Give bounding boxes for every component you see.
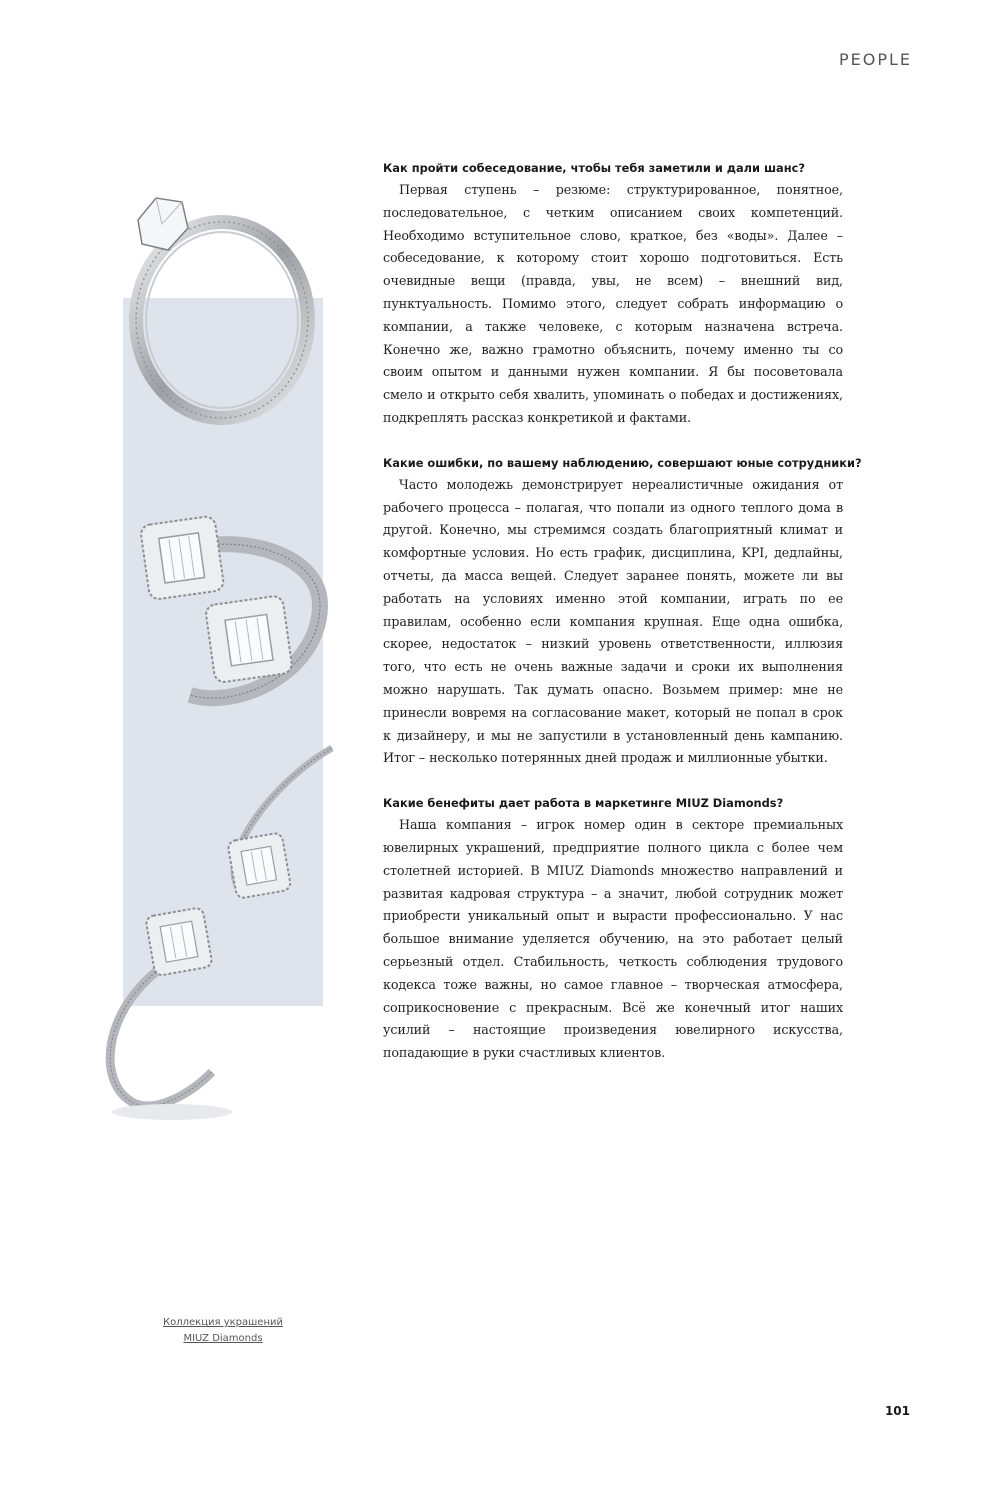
image-caption xyxy=(150,1315,296,1347)
qa-section xyxy=(383,793,843,1065)
caption-line: MIUZ Diamonds xyxy=(183,1333,263,1344)
answer-paragraph: Первая ступень – резюме: структурированное, понятное, последовательное, с четким описанием своих компетенций. Необходимо вступительное слово, краткое, без «воды». Далее – собеседование, к которому стоит хорошо подготовиться. Есть очевидные вещи (правда, увы, не всем) – внешний вид, пунктуальность. Помимо этого, следует собрать информацию о компании, а также человеке, с которым назначена встреча. Конечно же, важно грамотно объяснить, почему именно ты со своим опытом и данными нужен компании. Я бы посоветовала смело и открыто себя хвалить, упоминать о победах и достижениях, подкреплять рассказ конкретикой и фактами. xyxy=(383,182,843,425)
interview-article xyxy=(383,158,862,1088)
page-number: 101 xyxy=(884,1404,910,1418)
section-label: PEOPLE xyxy=(838,50,912,69)
caption-line: Коллекция украшений xyxy=(163,1317,283,1328)
cuff-bracelet-icon xyxy=(92,742,342,1127)
qa-section xyxy=(383,158,843,430)
answer-paragraph: Часто молодежь демонстрирует нереалистичные ожидания от рабочего процесса – полагая, что попали из одного теплого дома в другой. Конечно, мы стремимся создать благоприятный климат и комфортные условия. Но есть график, дисциплина, KPI, дедлайны, отчеты, да масса вещей. Следует заранее понять, можете ли вы работать на условиях именно этой компании, играть по ее правилам, особенно если компания крупная. Еще одна ошибка, скорее, недостаток – низкий уровень ответственности, иллюзия того, что есть не очень важные задачи и сроки их выполнения можно нарушать. Так думать опасно. Возьмем пример: мне не принесли вовремя на согласование макет, который не попал в срок к дизайнеру, и мы не запустили в установленный день кампанию. Итог – несколько потерянных дней продаж и миллионные убытки. xyxy=(383,476,843,766)
qa-section xyxy=(383,453,862,770)
question-heading: Как пройти собеседование, чтобы тебя заметили и дали шанс? xyxy=(383,161,805,175)
bypass-ring-icon xyxy=(130,505,330,720)
answer-paragraph: Наша компания – игрок номер один в секторе премиальных ювелирных украшений, предприятие полного цикла с более чем столетней историей. В MIUZ Diamonds множество направлений и развитая кадровая структура – а значит, любой сотрудник может приобрести уникальный опыт и вырасти профессионально. У нас большое внимание уделяется обучению, на это работает целый серьезный отдел. Стабильность, четкость соблюдения трудового кодекса тоже важны, но самое главное – творческая атмосфера, соприкосновение с прекрасным. Всё же конечный итог наших усилий – настоящие произведения ювелирного искусства, попадающие в руки счастливых клиентов. xyxy=(383,817,843,1061)
question-heading: Какие ошибки, по вашему наблюдению, совершают юные сотрудники? xyxy=(383,455,862,470)
solitaire-ring-icon xyxy=(110,180,320,430)
question-heading: Какие бенефиты дает работа в маркетинге MIUZ Diamonds? xyxy=(383,796,784,811)
